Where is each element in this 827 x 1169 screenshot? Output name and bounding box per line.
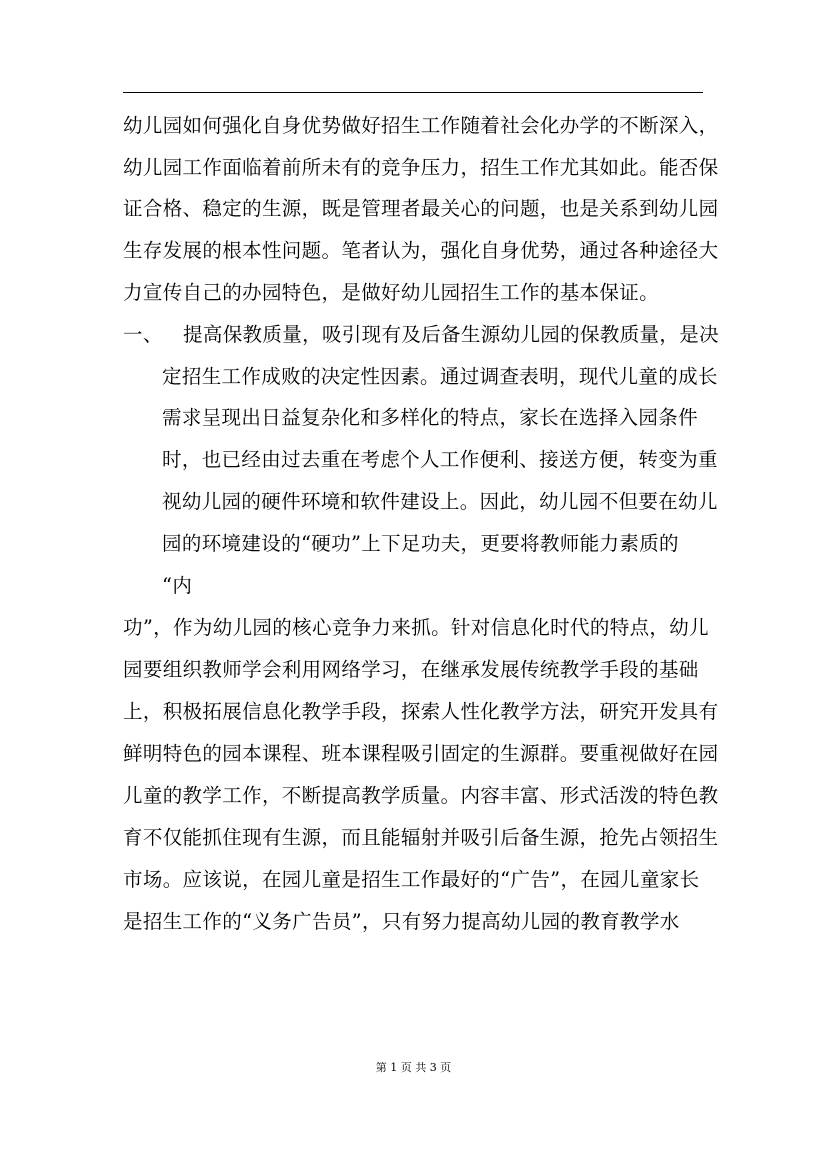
paragraph-line: 鲜明特色的园本课程、班本课程吸引固定的生源群。要重视做好在园 [123, 742, 719, 765]
paragraph-line: 是招生工作的“义务广告员”，只有努力提高幼儿园的教育教学水 [123, 910, 680, 933]
paragraph-line: 儿童的教学工作，不断提高教学质量。内容丰富、形式活泼的特色教 [123, 784, 719, 807]
list-item-line: 视幼儿园的硬件环境和软件建设上。因此，幼儿园不但要在幼儿 [162, 490, 718, 513]
paragraph-line: 上，积极拓展信息化教学手段，探索人性化教学方法，研究开发具有 [123, 700, 719, 723]
list-item-line: 时，也已经由过去重在考虑个人工作便利、接送方便，转变为重 [162, 448, 718, 471]
page-number: 第 1 页 共 3 页 [375, 1061, 452, 1074]
paragraph-line: 功”，作为幼儿园的核心竞争力来抓。针对信息化时代的特点，幼儿 [123, 616, 709, 639]
paragraph-line: 育不仅能抓住现有生源，而且能辐射并吸引后备生源，抢先占领招生 [123, 826, 719, 849]
paragraph-line: 市场。应该说，在园儿童是招生工作最好的“广告”，在园儿童家长 [123, 868, 700, 891]
list-marker: 一、 [123, 323, 163, 346]
paragraph-line: 证合格、稳定的生源，既是管理者最关心的问题，也是关系到幼儿园 [123, 197, 719, 220]
list-item-line: 园的环境建设的“硬功”上下足功夫，更要将教师能力素质的 [162, 532, 679, 555]
list-item-line: 需求呈现出日益复杂化和多样化的特点，家长在选择入园条件 [162, 406, 698, 429]
list-item-line: 提高保教质量，吸引现有及后备生源幼儿园的保教质量，是决 [183, 323, 719, 346]
paragraph-line: 幼儿园工作面临着前所未有的竞争压力，招生工作尤其如此。能否保 [123, 156, 719, 179]
header-rule [123, 92, 703, 93]
paragraph-line: 力宣传自己的办园特色，是做好幼儿园招生工作的基本保证。 [123, 281, 659, 304]
paragraph-line: 园要组织教师学会利用网络学习，在继承发展传统教学手段的基础 [123, 658, 699, 681]
paragraph-line: 幼儿园如何强化自身优势做好招生工作随着社会化办学的不断深入， [123, 114, 719, 137]
paragraph-line: 生存发展的根本性问题。笔者认为，强化自身优势，通过各种途径大 [123, 239, 719, 262]
list-item-line: 定招生工作成败的决定性因素。通过调查表明，现代儿童的成长 [162, 365, 718, 388]
list-item-line: “内 [162, 574, 193, 597]
